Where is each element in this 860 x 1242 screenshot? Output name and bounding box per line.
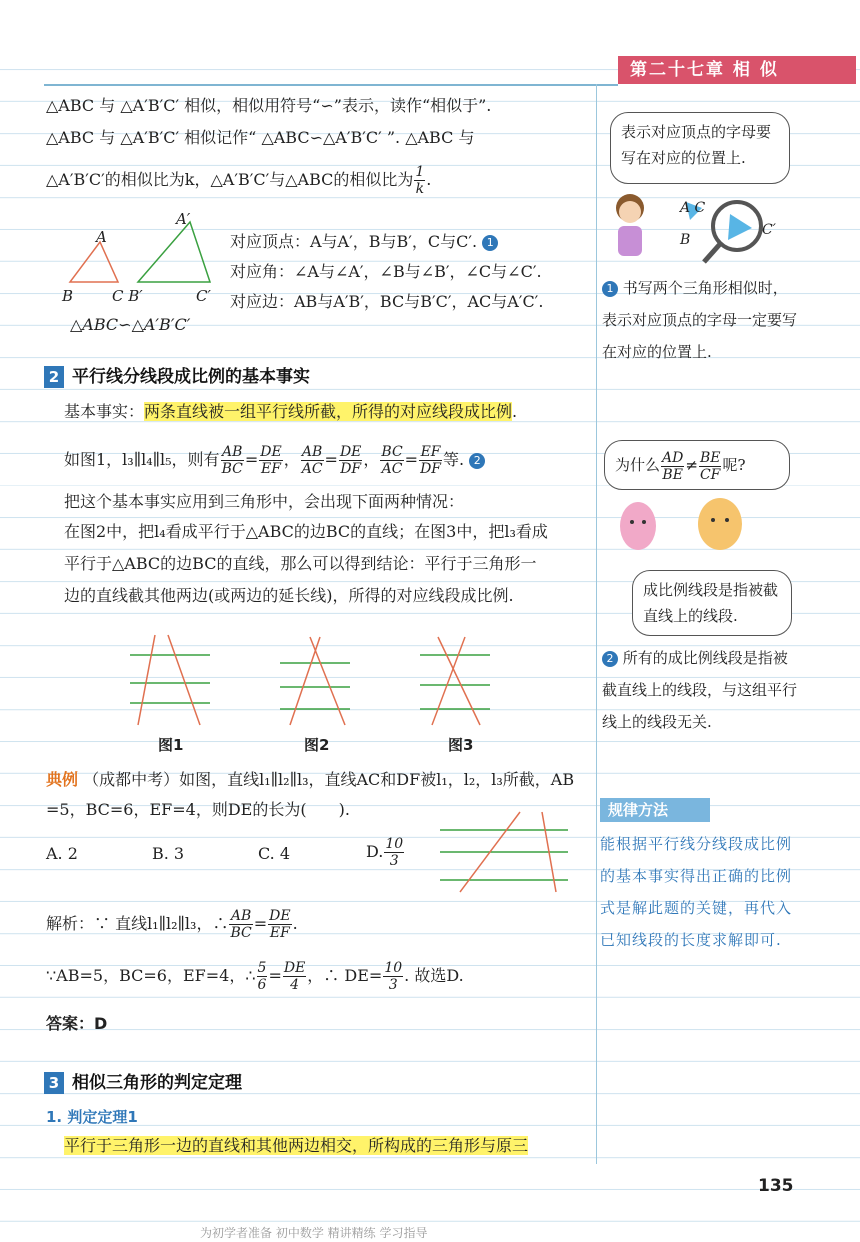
- num: AB: [221, 444, 243, 460]
- num: 5: [257, 960, 267, 976]
- figure-2-caption: 图2: [304, 736, 330, 754]
- frac-5-6: [257, 960, 268, 993]
- den: AC: [381, 461, 403, 477]
- corr-vertices-text: 对应顶点：A与A′，B与B′，C与C′.: [230, 232, 478, 251]
- triangle-a2b2c2: [138, 222, 210, 282]
- solution-end: . 故选D.: [404, 966, 464, 985]
- apply-line-1: 把这个基本事实应用到三角形中，会出现下面两种情况：: [64, 492, 465, 511]
- page-number: 135: [758, 1176, 794, 1196]
- den: BC: [221, 461, 243, 477]
- num: 10: [384, 960, 403, 976]
- frac-be-cf: [699, 450, 722, 483]
- num: AB: [230, 908, 252, 924]
- den: 3: [388, 977, 398, 993]
- figure-2: [280, 637, 350, 725]
- intro-line-3-text: △A′B′C′的相似比为k，△A′B′C′与△ABC的相似比为: [46, 170, 414, 189]
- fraction-1-over-k: [414, 164, 425, 197]
- frac-de-ef: [259, 444, 282, 477]
- speech-bubble-2: 为什么 $\frac{AD}{BE}$ ≠ $\frac{BE}{CF}$ 呢?: [604, 440, 790, 490]
- num: DE: [269, 908, 291, 924]
- den: 6: [257, 977, 267, 993]
- label-a: A: [96, 228, 107, 246]
- rule-method-tag: 规律方法: [600, 798, 710, 822]
- basic-fact-label: 基本事实：: [64, 402, 145, 421]
- note-marker-2: 2: [469, 453, 485, 469]
- intro-line-1: △ABC 与 △A′B′C′ 相似，相似用符号“∽”表示，读作“相似于”.: [46, 96, 492, 115]
- label-c2: C′: [196, 287, 211, 305]
- example-source: （成都中考）如图，直线l₁∥l₂∥l₃，直线AC和DF被l₁，l₂，l₃所截，AB: [83, 770, 575, 789]
- rule-method-text: 能根据平行线分线段成比例的基本事实得出正确的比例式是解此题的关键，再代入已知线段的长度求解即可.: [600, 835, 793, 949]
- den: BC: [230, 925, 252, 941]
- section-3-heading: [44, 1070, 242, 1096]
- num: DE: [283, 960, 306, 976]
- frac-bc-ac: [380, 444, 403, 477]
- option-d-fraction: [384, 836, 404, 869]
- theorem-1-highlight: 平行于三角形一边的直线和其他两边相交，所构成的三角形与原三: [64, 1136, 529, 1155]
- basic-fact-text: 两条直线被一组平行线所截，所得的对应线段成比例: [144, 402, 513, 421]
- basic-fact-end: .: [512, 402, 518, 421]
- answer: 答案：D: [46, 1014, 108, 1033]
- note-marker-1: 1: [482, 235, 498, 251]
- frac-ab-ac: [301, 444, 324, 477]
- speech-bubble-1: 表示对应顶点的字母要写在对应的位置上.: [610, 112, 790, 184]
- label-a2: A′: [176, 210, 191, 228]
- speech-bubble-3: 成比例线段是指被截直线上的线段.: [632, 570, 792, 636]
- parallel-lines-figures: [120, 625, 540, 735]
- example-line-2: =5，BC=6，EF=4，则DE的长为( ).: [46, 800, 350, 819]
- side-label-c2: C′: [762, 222, 776, 238]
- option-c: C. 4: [258, 844, 291, 863]
- frac-ab-bc-2: [229, 908, 252, 941]
- corr-vertices: [230, 230, 498, 254]
- figure-1: [130, 635, 210, 725]
- side-label-b: B: [680, 232, 691, 248]
- corr-angles: 对应角：∠A与∠A′，∠B与∠B′，∠C与∠C′.: [230, 262, 542, 281]
- column-divider: [596, 84, 597, 1164]
- den: 3: [389, 853, 399, 869]
- num: BC: [381, 444, 403, 460]
- label-c-b2: C B′: [112, 287, 143, 305]
- solution-line: ∵AB=5，BC=6，EF=4，∴ $\frac{5}{6}$ = $\frac{DE}{4}$ ，∴ DE= $\frac{10}{3}$ . 故选D.: [46, 960, 464, 993]
- den: AC: [301, 461, 323, 477]
- side-note-2-text: 所有的成比例线段是指被截直线上的线段，与这组平行线上的线段无关.: [602, 649, 798, 731]
- den: DF: [340, 461, 362, 477]
- den: DF: [420, 461, 442, 477]
- den: EF: [269, 925, 290, 941]
- bubble-2-post: 呢?: [722, 456, 746, 474]
- side-note-1-text: 书写两个三角形相似时，表示对应顶点的字母一定要写在对应的位置上.: [602, 279, 798, 361]
- corr-sides: 对应边：AB与A′B′，BC与B′C′，AC与A′C′.: [230, 292, 544, 311]
- analysis-text: 解析：∵ 直线l₁∥l₂∥l₃，∴: [46, 914, 229, 933]
- frac-de-ef-2: [268, 908, 291, 941]
- fraction-denominator: k: [415, 181, 425, 197]
- apply-line-2: 在图2中，把l₄看成平行于△ABC的边BC的直线；在图3中，把l₃看成: [64, 522, 548, 541]
- theorem-1-heading: 1. 判定定理1: [46, 1108, 138, 1126]
- analysis-line: 解析：∵ 直线l₁∥l₂∥l₃，∴ $\frac{AB}{BC}$ = $\frac{DE}{EF}$ .: [46, 908, 298, 941]
- proportion-example: 如图1，l₃∥l₄∥l₅，则有 $\frac{AB}{BC}$ = $\frac{DE}{EF}$ ， $\frac{AB}{AC}$ = $\frac{DE}{DF}$ ， $\frac{BC}{AC}$ = $\frac{EF}{DF}$ 等. 2: [64, 440, 485, 480]
- num: AD: [662, 449, 684, 466]
- option-d-label: D.: [366, 842, 384, 861]
- label-b: B: [62, 287, 74, 305]
- option-a: A. 2: [46, 844, 78, 863]
- num: DE: [260, 444, 282, 460]
- frac-ad-be: [661, 450, 684, 483]
- bubble-2-pre: 为什么: [615, 456, 661, 474]
- bottom-cutoff-text: 为初学者准备 初中数学 精讲精练 学习指导: [200, 1226, 428, 1240]
- den: CF: [699, 466, 721, 483]
- section-2-heading: [44, 364, 310, 390]
- egg-characters-illustration: [610, 494, 760, 564]
- den: EF: [260, 461, 281, 477]
- triangle-caption: △ABC∽△A′B′C′: [70, 315, 191, 334]
- num: 10: [385, 836, 404, 852]
- num: DE: [339, 444, 362, 460]
- figure-3-caption: 图3: [448, 736, 474, 754]
- chapter-header: 第二十七章 相 似: [618, 56, 856, 84]
- num: AB: [301, 444, 323, 460]
- theorem-1-text: [64, 1134, 528, 1158]
- side-note-2: [602, 642, 802, 738]
- solution-mid: ，∴ DE=: [307, 966, 383, 985]
- figure-1-caption: 图1: [158, 736, 184, 754]
- side-note-1-marker: 1: [602, 281, 618, 297]
- section-3-title: 相似三角形的判定定理: [72, 1073, 242, 1093]
- section-2-number: 2: [44, 366, 64, 388]
- proportion-intro: 如图1，l₃∥l₄∥l₅，则有: [64, 450, 220, 469]
- option-d: [366, 832, 405, 872]
- basic-fact: [64, 400, 517, 424]
- figure-3: [420, 637, 490, 725]
- intro-line-3: [46, 164, 431, 197]
- frac-10-3: [383, 960, 403, 993]
- num: BE: [699, 449, 721, 466]
- section-2-title: 平行线分线段成比例的基本事实: [72, 367, 310, 387]
- proportion-end: 等.: [443, 450, 465, 469]
- fraction-numerator: 1: [415, 164, 425, 180]
- example-line-1: [46, 768, 574, 792]
- triangle-abc: [70, 242, 118, 282]
- header-rule: [44, 84, 618, 86]
- frac-de-df: [339, 444, 362, 477]
- den: 4: [290, 977, 300, 993]
- frac-de-4: [283, 960, 306, 993]
- section-3-number: 3: [44, 1072, 64, 1094]
- apply-line-4: 边的直线截其他两边(或两边的延长线)，所得的对应线段成比例.: [64, 586, 514, 605]
- den: BE: [662, 466, 683, 483]
- frac-ab-bc: [221, 444, 244, 477]
- frac-ef-df: [419, 444, 442, 477]
- option-b: B. 3: [152, 844, 185, 863]
- side-note-1: [602, 272, 802, 368]
- side-note-2-marker: 2: [602, 651, 618, 667]
- intro-line-2: △ABC 与 △A′B′C′ 相似记作“ △ABC∽△A′B′C′ ”. △ABC 与: [46, 128, 475, 147]
- example-label: 典例: [46, 770, 79, 789]
- apply-line-3: 平行于△ABC的边BC的直线，那么可以得到结论：平行于三角形一: [64, 554, 537, 573]
- intro-line-3-end: .: [426, 170, 432, 189]
- solution-given: ∵AB=5，BC=6，EF=4，∴: [46, 966, 256, 985]
- example-figure: [438, 808, 578, 898]
- side-label-a-c: A C: [680, 200, 706, 216]
- num: EF: [420, 444, 441, 460]
- top-margin: [0, 0, 860, 58]
